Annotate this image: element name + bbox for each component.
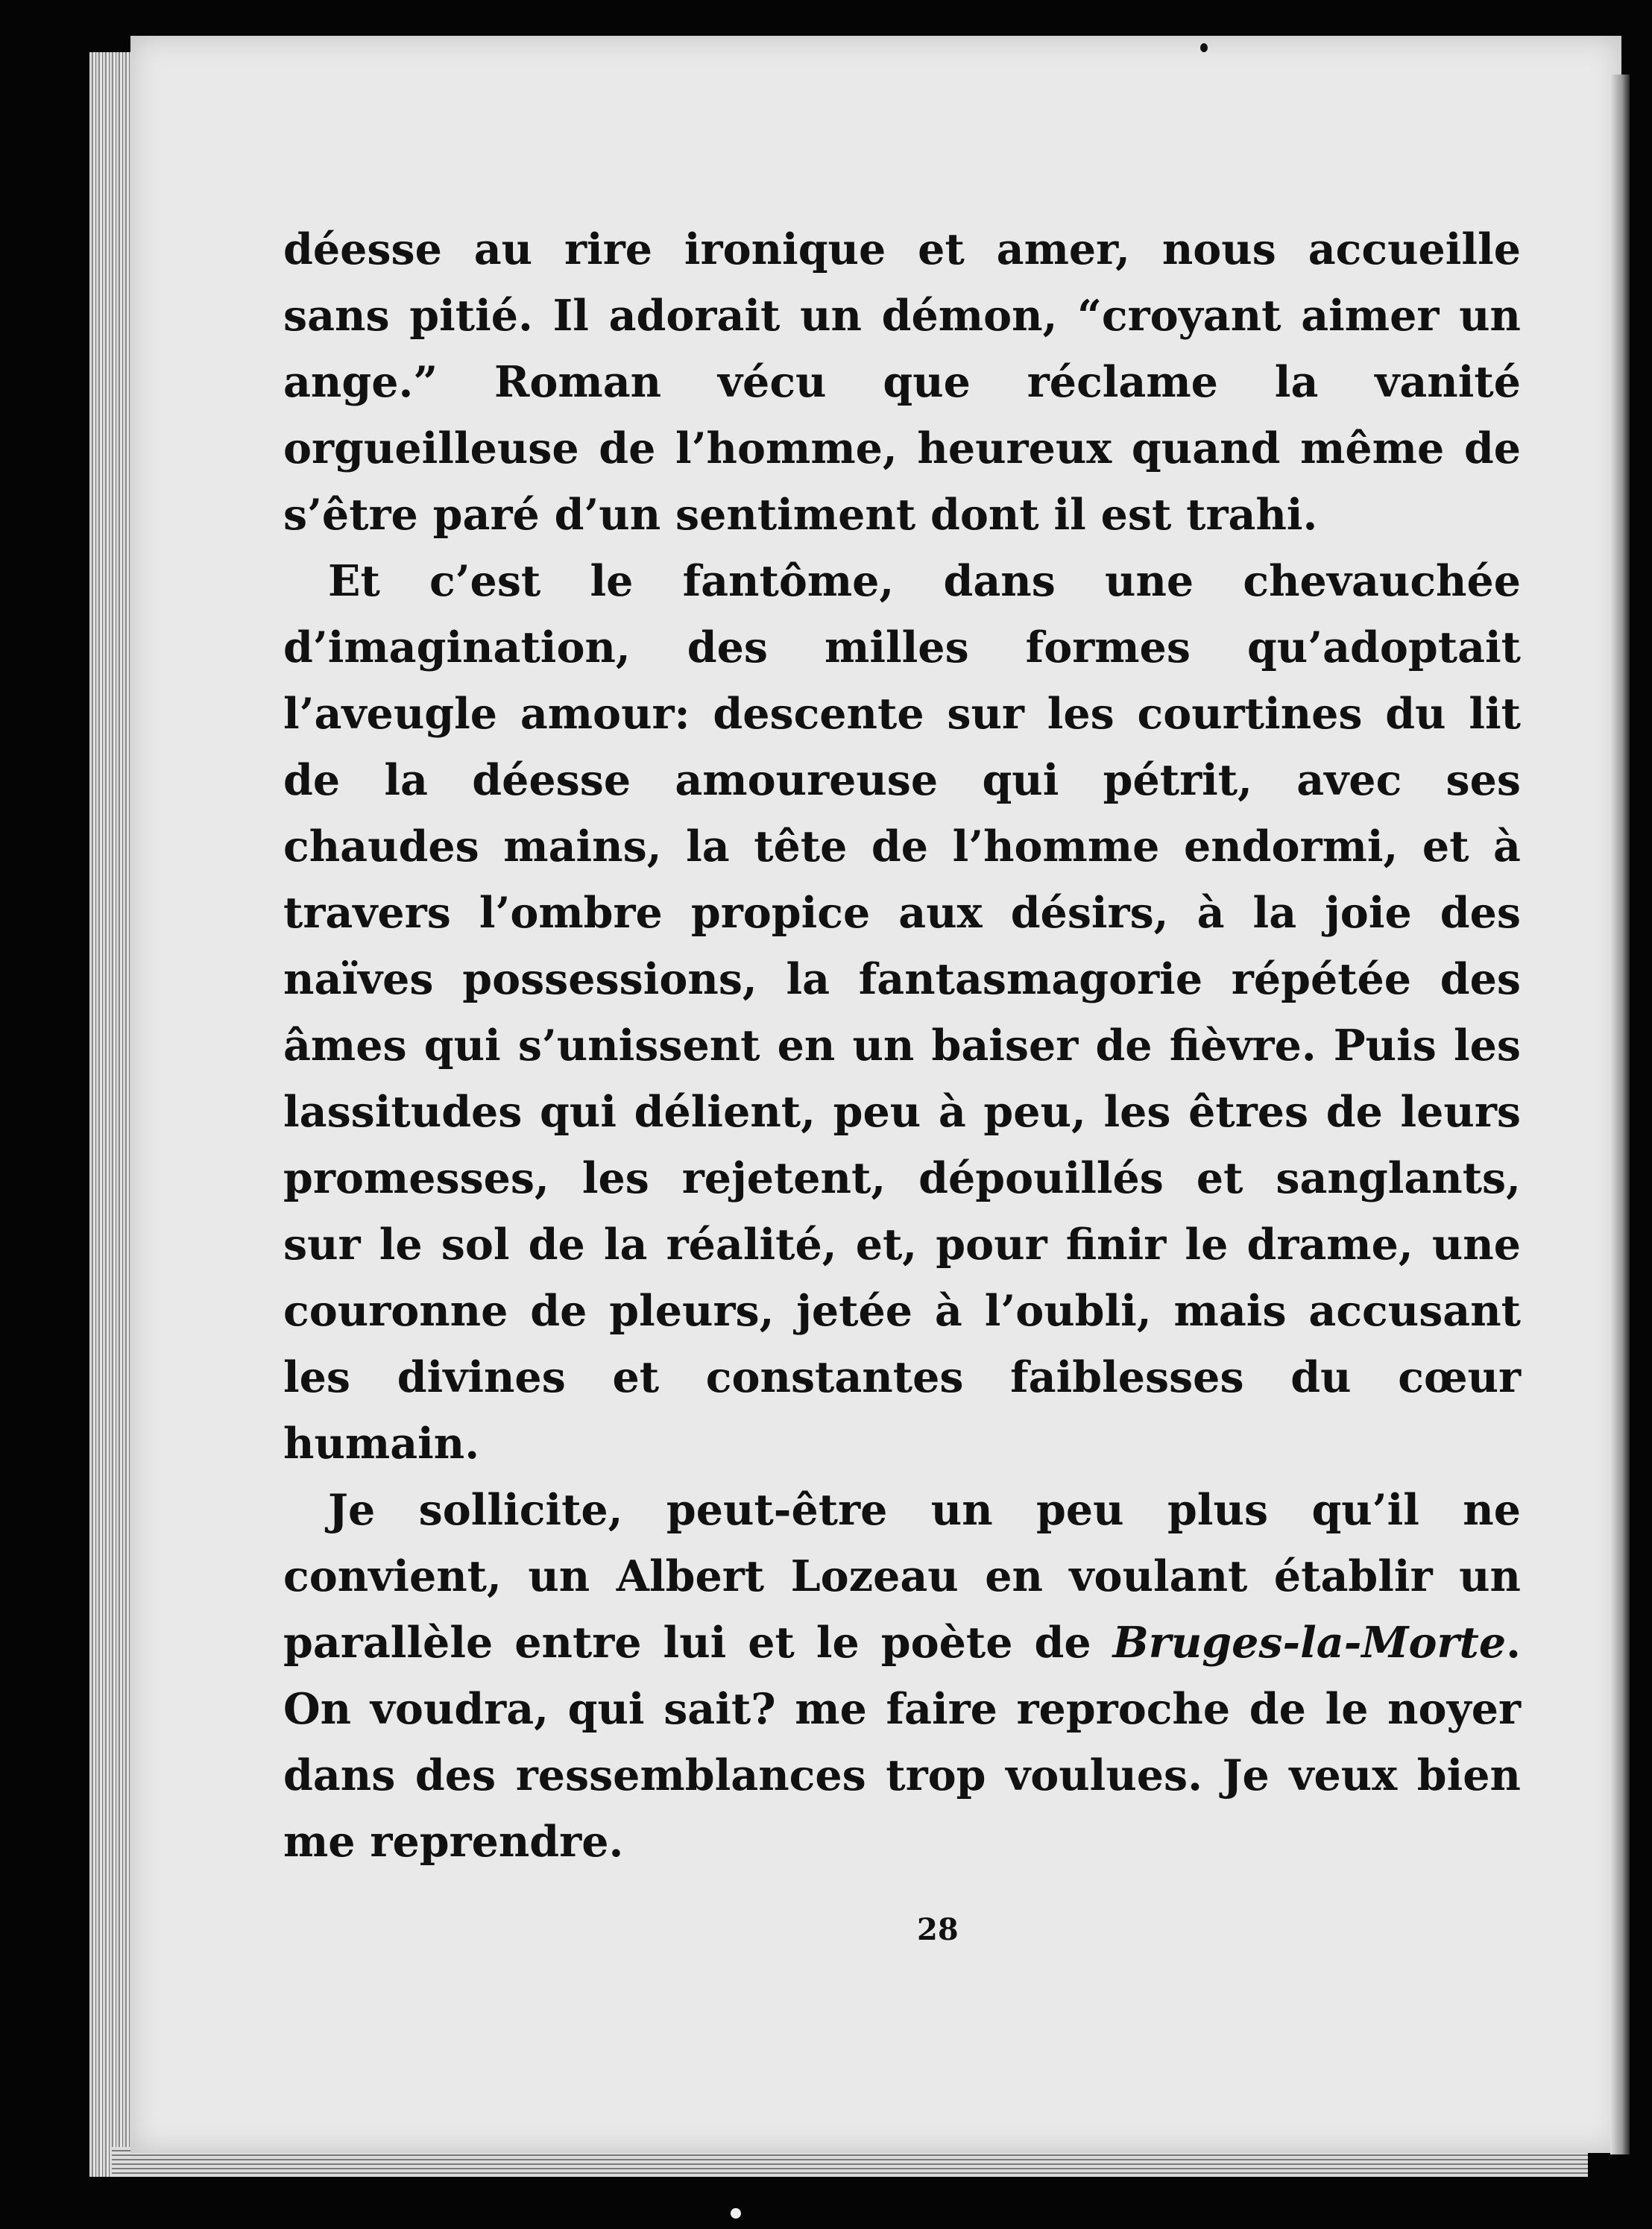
paragraph-1	[283, 216, 1521, 548]
paragraph-text-run: Je sollicite, peut-être un peu plus qu’il ne convient, un Albert Lozeau en voulant établir un parallèle entre lui et le poète de	[283, 1485, 1521, 1668]
page-number: 28	[917, 1912, 959, 1947]
scan-speck	[731, 2208, 741, 2219]
paragraph-2	[283, 548, 1521, 1477]
paragraph-text-run: Et c’est le fantôme, dans une chevauchée d’imagination, des milles formes qu’adoptait l’aveugle amour: descente sur les courtines du lit de la déesse amoureuse qui pétrit, avec ses chaudes mains, la tête de l’homme endormi, et à travers l’ombre propice aux désirs, à la joie des naïves possessions, la fantasmagorie répétée des âmes qui s’unissent en un baiser de fièvre. Puis les lassitudes qui délient, peu à peu, les êtres de leurs promesses, les rejetent, dépouillés et sanglants, sur le sol de la réalité, et, pour finir le drame, une couronne de pleurs, jetée à l’oubli, mais accusant les divines et constantes faiblesses du cœur humain.	[283, 556, 1521, 1469]
body-text	[283, 216, 1521, 1875]
paragraph-text-run: déesse au rire ironique et amer, nous accueille sans pitié. Il adorait un démon, “croyant aimer un ange.” Roman vécu que réclame la vanité orgueilleuse de l’homme, heureux quand même de s’être paré d’un sentiment dont il est trahi.	[283, 224, 1521, 540]
binding-edge-right	[1610, 75, 1630, 2154]
paragraph-text-run: . On voudra, qui sait? me faire reproche de le noyer dans des ressemblances trop voulues. Je veux bien me reprendre.	[283, 1618, 1521, 1867]
paragraph-3	[283, 1477, 1521, 1875]
scan-speck	[1200, 43, 1208, 52]
italic-title-text: Bruges-la-Morte	[1112, 1618, 1507, 1668]
